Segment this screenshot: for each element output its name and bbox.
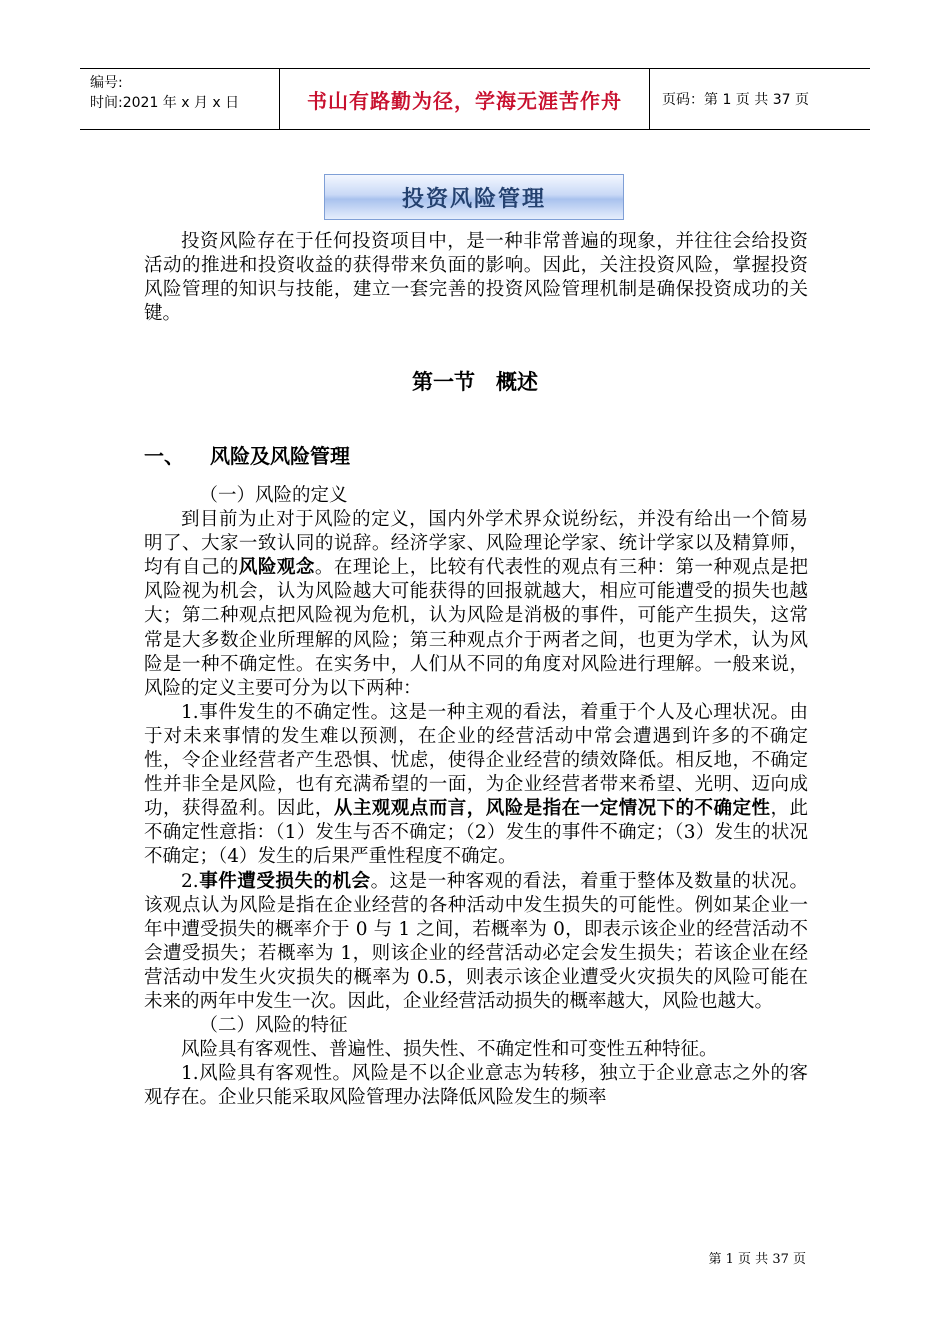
subsection-title-2: （二）风险的特征 [199,1015,348,1037]
banner-title: 投资风险管理 [401,186,546,212]
header-meta [80,69,280,129]
doc-number: 编号: [90,75,123,91]
intro-paragraph: 投资风险存在于任何投资项目中，是一种非常普遍的现象，并往往会给投资活动的推进和投资收益的获得带来负面的影响。因此，关注投资风险，掌握投资风险管理的知识与技能，建立一套完善的投资风险管理机制是确保投资成功的关键。 [144,231,808,325]
header-motto [280,69,650,129]
sub-heading-number: 一、 [144,444,184,468]
doc-date: 时间:2021 年 x 月 x 日 [90,95,240,111]
section-title: 第一节 概述 [412,370,538,394]
paragraph-4: 风险具有客观性、普遍性、损失性、不确定性和可变性五种特征。 [181,1039,718,1061]
subsection-title-1: （一）风险的定义 [199,485,348,506]
motto-text: 书山有路勤为径，学海无涯苦作舟 [307,88,622,113]
header-page: 页码：第 1 页 共 37 页 [662,92,809,108]
title-banner [324,174,624,220]
body-text [144,484,808,1110]
p1-bold: 风险观念 [238,557,315,579]
paragraph-5: 1.风险具有客观性。风险是不以企业意志为转移，独立于企业意志之外的客观存在。企业只能采取风险管理办法降低风险发生的频率 [144,1063,808,1109]
page-header [80,68,870,130]
page-footer: 第 1 页 共 37 页 [708,1252,806,1267]
paragraph-3 [144,870,808,1015]
p3-bold: 事件遭受损失的机会 [198,870,371,892]
paragraph-2 [144,701,808,870]
p2-bold: 从主观观点而言，风险是指在一定情况下的不确定性 [333,798,771,820]
p3-text-b: 。这是一种客观的看法，着重于整体及数量的状况。该观点认为风险是指在企业经营的各种活动中发生损失的可能性。例如某企业一年中遭受损失的概率介于 0 与 1 之间，若概率为 0，即表示该企业的经营活动不会遭受损失；若概率为 1，则该企业的经营活动必定会发生损失；若该企业在经营活动中发生火灾损失的概率为 0.5，则表示该企业遭受火灾损失的风险可能在未来的两年中发生一次。因此，企业经营活动损失的概率越大，风险也越大。 [144,870,808,1012]
paragraph-1 [144,508,808,701]
p2-text-b: ，此不确定性意指：（1）发生与否不确定；（2）发生的事件不确定；（3）发生的状况不确定；（4）发生的后果严重性程度不确定。 [144,798,808,868]
p3-text-a: 2. [181,870,199,892]
intro-block [144,230,808,326]
p1-text-b: 。在理论上，比较有代表性的观点有三种：第一种观点是把风险视为机会，认为风险越大可能获得的回报就越大，相应可能遭受的损失也越大；第二种观点把风险视为危机，认为风险是消极的事件，可能产生损失，这常常是大多数企业所理解的风险；第三种观点介于两者之间，也更为学术，认为风险是一种不确定性。在实务中，人们从不同的角度对风险进行理解。一般来说，风险的定义主要可分为以下两种： [144,557,808,699]
sub-heading [144,440,350,469]
p2-text-a: 1.事件发生的不确定性。这是一种主观的看法，着重于个人及心理状况。由于对未来事情的发生难以预测，在企业的经营活动中常会遭遇到许多的不确定性，令企业经营者产生恐惧、忧虑，使得企业经营的绩效降低。相反地，不确定性并非全是风险，也有充满希望的一面，为企业经营者带来希望、光明、迈向成功，获得盈利。因此， [144,701,808,820]
p1-text-a: 到目前为止对于风险的定义，国内外学术界众说纷纭，并没有给出一个简易明了、大家一致认同的说辞。经济学家、风险理论学家、统计学家以及精算师，均有自己的 [144,509,808,579]
sub-heading-text: 风险及风险管理 [210,444,350,468]
